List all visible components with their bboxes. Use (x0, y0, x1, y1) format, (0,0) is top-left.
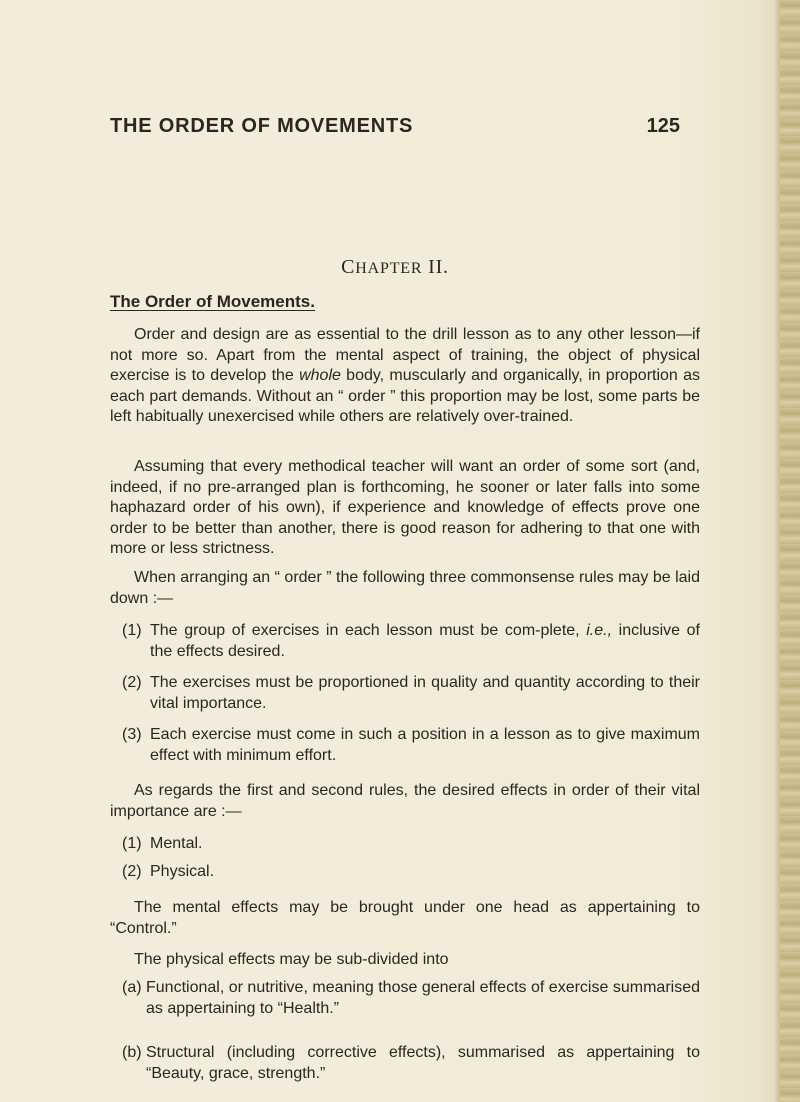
chapter-word-rest: HAPTER (355, 260, 423, 277)
chapter-word-initial: C (341, 256, 356, 278)
effect-item (122, 862, 700, 883)
chapter-heading (0, 256, 790, 279)
rule-item (122, 725, 700, 766)
section-title: The Order of Movements. (110, 292, 315, 311)
rule-number: (3) (122, 726, 142, 743)
page-number: 125 (646, 115, 680, 137)
paragraph-when-arranging: When arranging an “ order ” the following three commonsense rules may be laid down :— (110, 569, 700, 607)
paragraph-1-text-a: Order and design are as essential to the drill lesson as to any other lesson—if not more so. Apart from the mental aspect of training, the object of physical exercise is to develop the (110, 326, 700, 384)
book-spine-edge (780, 0, 800, 1102)
subdivision-letter: (b) (122, 1044, 142, 1061)
paragraph-order-and-design (110, 325, 700, 428)
chapter-numeral: II. (428, 256, 449, 278)
rule-text: The exercises must be proportioned in quality and quantity according to their vital importance. (150, 674, 700, 712)
running-head (110, 115, 680, 145)
paragraph-1-text-b: body, muscularly and organically, in proportion as each part demands. Without an “ order ” this proportion may be lost, some parts be left habitually unexercised while others are relatively over-trained. (110, 367, 700, 425)
effect-number: (2) (122, 863, 142, 880)
subdivision-text: Structural (including corrective effects), summarised as appertaining to “Beauty, grace, strength.” (146, 1044, 700, 1082)
effect-number: (1) (122, 835, 142, 852)
effect-text: Physical. (150, 863, 215, 880)
subdivision-item (122, 978, 700, 1019)
rule-number: (1) (122, 622, 142, 639)
paragraph-as-regards: As regards the first and second rules, the desired effects in order of their vital importance are :— (110, 782, 700, 820)
rule-number: (2) (122, 674, 142, 691)
rule-text: Each exercise must come in such a position in a lesson as to give maximum effect with minimum effort. (150, 726, 700, 764)
subdivision-item (122, 1043, 700, 1084)
paragraph-assuming: Assuming that every methodical teacher will want an order of some sort (and, indeed, if no pre-arranged plan is forthcoming, he sooner or later falls into some haphazard order of his own), if experience and knowledge of effects prove one order to be better than another, there is good reason for adhering to that one with more or less strictness. (110, 458, 700, 557)
rule-item (122, 621, 700, 662)
paragraph-mental-effects: The mental effects may be brought under one head as appertaining to “Control.” (110, 899, 700, 937)
effect-item (122, 834, 700, 855)
running-head-title: THE ORDER OF MOVEMENTS (110, 115, 414, 137)
paragraph-physical-effects: The physical effects may be sub-divided into (134, 951, 449, 968)
rule-text: The group of exercises in each lesson must be com-plete, i.e., inclusive of the effects desired. (150, 622, 701, 660)
effect-text: Mental. (150, 835, 203, 852)
paragraph-1-emphasis: whole (299, 367, 341, 384)
rule-item (122, 673, 700, 714)
subdivision-letter: (a) (122, 979, 142, 996)
subdivision-text: Functional, or nutritive, meaning those general effects of exercise summarised as appertaining to “Health.” (146, 979, 700, 1017)
